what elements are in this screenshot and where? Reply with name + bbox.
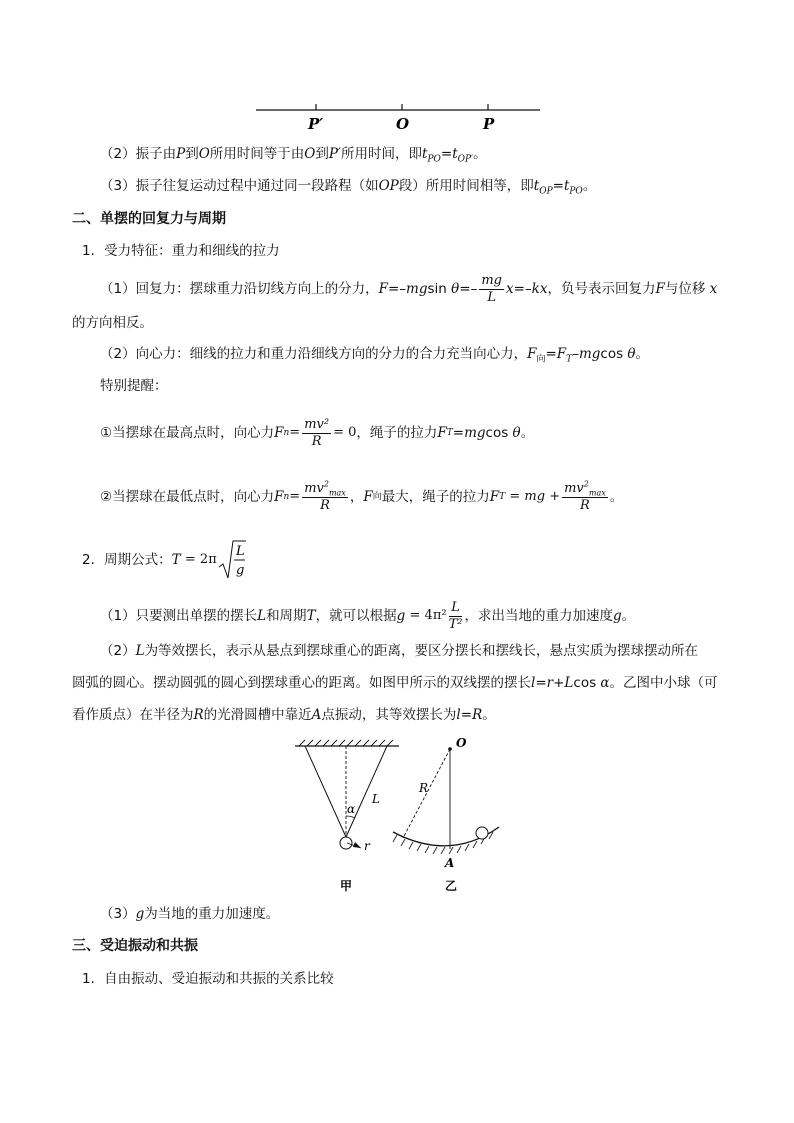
paragraph-restoring-force: （1）回复力：摆球重力沿切线方向上的分力， F =– mg sin θ =– $\frac{mg}{L}$ x =– kx ，负号表示回复力 F 与位移 x [100,272,718,305]
label-R: R [419,781,429,795]
section-heading-forced-vibration: 三、受迫振动和共振 [72,938,198,954]
comparison-intro: 1．自由振动、受迫振动和共振的关系比较 [82,971,334,987]
paragraph-lowest-point: ②当摆球在最低点时，向心力 F n = $\frac{mv^2_{max}}{R}$ ， F 向 最大，绳子的拉力 F T = mg + $\frac{mv^2_{max}}{R}$ 。 [100,479,624,513]
paragraph-equivalent-length-2: 圆弧的圆心。摆动圆弧的圆心到摆球重心的距离。如图甲所示的双线摆的摆长l=r+Lcos α。乙图中小球（可 [72,675,718,691]
paragraph-time-po: （2）振子由P到O所用时间等于由O到P′所用时间，即$t_{PO}=t_{OP'}$。 [100,146,487,165]
force-features: 1．受力特征：重力和细线的拉力 [82,243,280,259]
paragraph-g-meaning: （3）g为当地的重力加速度。 [100,906,280,922]
pendulum-figure [285,730,515,898]
axis-label-o: O [396,115,410,133]
paragraph-centripetal: （2）向心力：细线的拉力和重力沿细线方向的分力的合力充当向心力，$F_向=F_T$–mgcos θ。 [100,346,650,365]
caption-jia: 甲 [340,879,353,893]
svg-text:g: g [235,563,245,578]
axis-label-p-prime: P′ [308,115,324,133]
label-L: L [372,792,380,806]
section-heading-pendulum: 二、单摆的回复力与周期 [72,211,226,227]
paragraph-measure-g: （1）只要测出单摆的摆长 L 和周期 T ，就可以根据 g = 4π² $\frac{L}{\text{T²}}$ ，求出当地的重力加速度 g 。 [100,599,636,632]
paragraph-time-op: （3）振子往复运动过程中通过同一段路程（如OP段）所用时间相等，即$t_{OP}=t_{PO}$。 [100,178,597,197]
double-string-pendulum [295,740,399,893]
axis-label-p: P [483,115,495,133]
label-A: A [445,856,455,870]
paragraph-highest-point: ①当摆球在最高点时，向心力 F n = $\frac{\text{mv²}}{R}$ = 0 ，绳子的拉力 F T = mg cos θ 。 [100,416,535,449]
svg-text:L: L [235,544,245,559]
label-r: r [364,839,370,853]
label-alpha: α [347,802,356,816]
paragraph-restoring-force-cont: 的方向相反。 [72,315,153,331]
arc-groove-pendulum [393,736,499,893]
sqrt-symbol [217,539,247,581]
paragraph-equivalent-length: （2）L为等效摆长，表示从悬点到摆球重心的距离，要区分摆长和摆线长，悬点实质为摆球摆动所在 [100,643,699,659]
special-note: 特别提醒： [100,378,168,394]
label-O: O [456,736,467,750]
axis-figure [250,95,550,135]
caption-yi: 乙 [445,879,458,893]
paragraph-equivalent-length-3: 看作质点）在半径为R的光滑圆槽中靠近A点振动，其等效摆长为l=R。 [72,707,496,723]
paragraph-period-formula: 2．周期公式： T = 2π L g [82,538,247,582]
